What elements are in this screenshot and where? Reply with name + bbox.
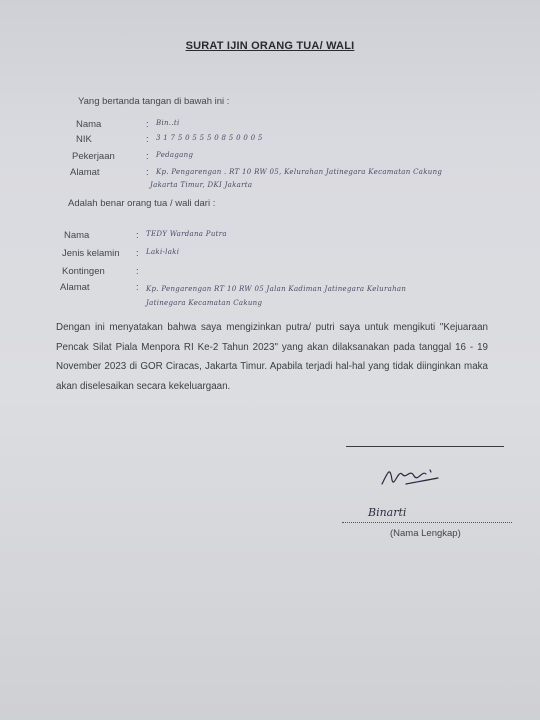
parent-nik-value: 3 1 7 5 0 5 5 5 0 8 5 0 0 0 5 [156, 134, 263, 142]
colon: : [136, 230, 139, 241]
parent-job-value: Pedagang [156, 151, 194, 159]
child-contingent-label: Kontingen [62, 266, 105, 277]
parent-nik-label: NIK [76, 134, 92, 145]
child-address-label: Alamat [60, 282, 90, 293]
parent-address-line1: Kp. Pengarengan . RT 10 RW 05, Kelurahan Jatinegara Kecamatan Cakung [156, 168, 443, 176]
consent-paragraph: Dengan ini menyatakan bahwa saya mengizinkan putra/ putri saya untuk mengikuti "Kejuaraan Pencak Silat Piala Menpora RI Ke-2 Tahun 2023" yang akan dilaksanakan pada tanggal 16 - 19 November 2023 di GOR Ciracas, Jakarta Timur. Apabila terjadi hal-hal yang tidak diinginkan maka akan diselesaikan secara kekeluargaan. [56, 322, 488, 392]
letter-title: SURAT IJIN ORANG TUA/ WALI [185, 40, 355, 52]
parent-address-label: Alamat [70, 167, 100, 178]
parent-address-line2: Jakarta Timur, DKI Jakarta [150, 181, 253, 189]
parent-name-label: Nama [76, 119, 102, 130]
signature-line [346, 446, 504, 447]
child-gender-value: Laki-laki [146, 248, 180, 256]
colon: : [146, 151, 149, 162]
signature-scribble [376, 462, 446, 492]
child-name-value: TEDY Wardana Putra [146, 230, 227, 238]
child-address-line2: Jatinegara Kecamatan Cakung [146, 299, 263, 307]
colon: : [146, 134, 149, 145]
child-name-label: Nama [64, 230, 90, 241]
parent-name-value: Bin..ti [156, 119, 180, 127]
colon: : [146, 119, 149, 130]
intro-text: Yang bertanda tangan di bawah ini : [78, 96, 230, 107]
child-gender-label: Jenis kelamin [62, 248, 120, 259]
child-address-line1: Kp. Pengarengan RT 10 RW 05 Jalan Kadiman Jatinegara Kelurahan [146, 285, 407, 293]
colon: : [146, 167, 149, 178]
colon: : [136, 248, 139, 259]
colon: : [136, 266, 139, 277]
name-dotted-line [342, 522, 512, 523]
name-caption: (Nama Lengkap) [390, 528, 461, 539]
parent-job-label: Pekerjaan [72, 151, 115, 162]
mid-text: Adalah benar orang tua / wali dari : [68, 198, 216, 209]
colon: : [136, 282, 139, 293]
signature-name: Binarti [368, 506, 407, 519]
